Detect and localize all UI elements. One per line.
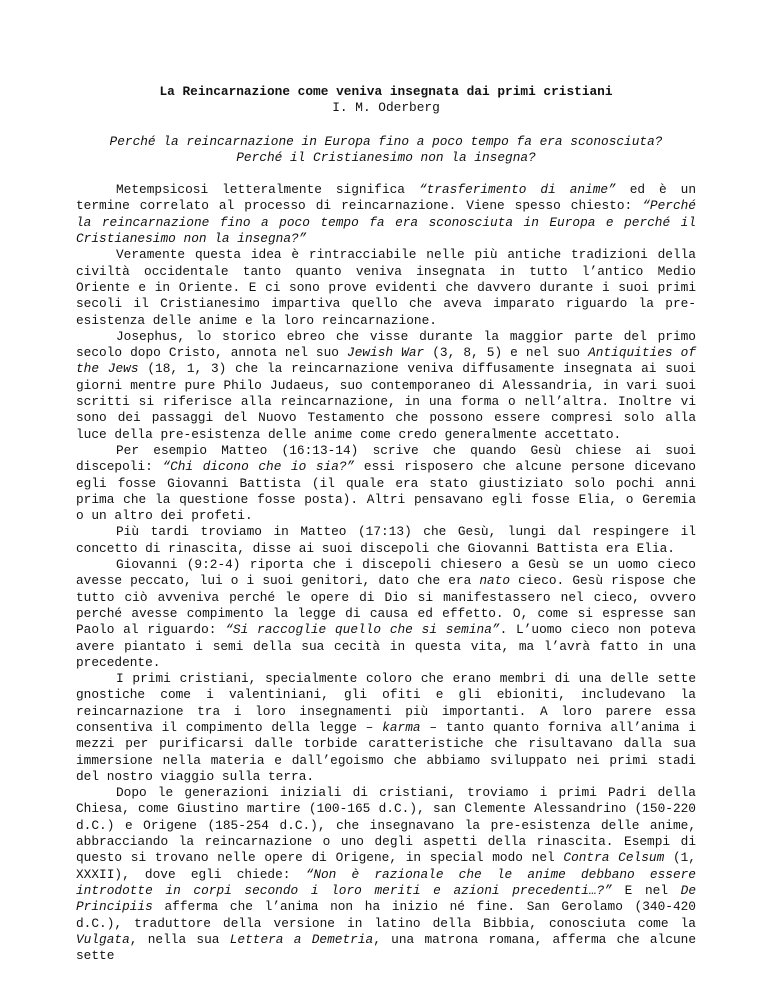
italic-text-run: karma	[382, 719, 421, 735]
text-run: Per esempio Matteo (16:13-14) scrive che quando Gesù chiese ai suoi discepoli:	[76, 442, 696, 475]
text-run: I primi cristiani, specialmente coloro che erano membri di una delle sette gnostiche come i valentiniani, gli ofiti e gli ebioniti, includevano la reincarnazione tra i loro insegnamenti più importanti. A loro parere essa consentiva il compimento della legge –	[76, 671, 696, 735]
italic-text-run: “Si raccoglie quello che si semina”	[225, 622, 500, 638]
text-run: Più tardi troviamo in Matteo (17:13) che Gesù, lungi dal respingere il concetto di rinascita, disse ai suoi discepoli che Giovanni Battista era Elia.	[76, 524, 696, 556]
subtitle-line: Perché il Cristianesimo non la insegna?	[236, 149, 536, 165]
text-run: Josephus, lo storico ebreo che visse durante la maggior parte del primo secolo dopo Cristo, annota nel suo	[76, 328, 696, 361]
text-run: essi risposero che alcune persone dicevano egli fosse Giovanni Battista (il quale era stato giustiziato solo pochi anni prima che la questione fosse posta). Altri pensavano egli fosse Elia, o Geremia o un altro dei profeti.	[76, 459, 696, 524]
text-run: (18, 1, 3) che la reincarnazione veniva diffusamente insegnata ai suoi giorni mentre pure Philo Judaeus, suo contemporaneo di Alessandria, in vari suoi scritti si riferisce alla reincarnazione, in una forma o nell’altra. Inoltre vi sono dei passaggi del Nuovo Testamento che possono essere compresi solo alla luce della pre-esistenza delle anime come credo generalmente accettato.	[76, 361, 696, 442]
document-title: La Reincarnazione come veniva insegnata dai primi cristiani	[159, 84, 613, 99]
body-paragraph	[76, 557, 696, 671]
text-run: Veramente questa idea è rintracciabile nelle più antiche tradizioni della civiltà occidentale tanto quanto veniva insegnata in tutto l’antico Medio Oriente e in Oriente. E ci sono prove evidenti che davvero durante i suoi primi secoli il Cristianesimo impartiva quello che aveva imparato riguardo la pre-esistenza delle anime e la loro reincarnazione.	[76, 247, 696, 328]
italic-text-run: Contra Celsum	[563, 850, 665, 866]
document-body	[76, 182, 696, 964]
body-paragraph	[76, 671, 696, 785]
text-run: Giovanni (9:2-4) riporta che i discepoli chiesero a Gesù se un uomo cieco avesse peccato, lui o i suoi genitori, dato che era	[76, 557, 696, 589]
text-run: Metempsicosi letteralmente significa	[116, 182, 419, 198]
document-author: I. M. Oderberg	[332, 100, 440, 116]
italic-text-run: “Perché la reincarnazione fino a poco tempo fa era sconosciuta in Europa e perché il Cristianesimo non la insegna?”	[76, 198, 696, 247]
text-run: (1, XXXII), dove egli chiede:	[76, 850, 696, 882]
body-paragraph	[76, 329, 696, 443]
text-run: , nella sua	[129, 931, 230, 947]
italic-text-run: “trasferimento di anime”	[418, 182, 616, 198]
body-paragraph	[76, 247, 696, 328]
text-run: (3, 8, 5) e nel suo	[424, 345, 589, 361]
text-run: , una matrona romana, afferma che alcune sette	[76, 931, 696, 964]
italic-text-run: nato	[479, 573, 511, 589]
italic-text-run: “Non è razionale che le anime debbano essere introdotte in corpi secondo i loro meriti e azioni precedenti…?”	[76, 866, 696, 898]
text-run: – tanto quanto forniva all’anima i mezzi per purificarsi dalle torbide caratteristiche che risultavano dalla sua immersione nella materia e dall’egoismo che abbiamo sviluppato nei primi stadi del nostro viaggio sulla terra.	[76, 719, 696, 784]
italic-text-run: Jewish War	[347, 345, 425, 361]
text-run: Dopo le generazioni iniziali di cristiani, troviamo i primi Padri della Chiesa, come Giustino martire (100-165 d.C.), san Clemente Alessandrino (150-220 d.C.) e Origene (185-254 d.C.), che insegnavano la pre-esistenza delle anime, abbracciando la reincarnazione o uno degli aspetti della rinascita. Esempi di questo si trovano nelle opere di Origene, in special modo nel	[76, 785, 696, 866]
document-page	[76, 84, 696, 964]
body-paragraph	[76, 524, 696, 557]
document-subtitle	[76, 134, 696, 167]
body-paragraph	[76, 443, 696, 524]
body-paragraph	[76, 182, 696, 247]
subtitle-line: Perché la reincarnazione in Europa fino a poco tempo fa era sconosciuta?	[109, 133, 663, 149]
text-run: ed è un termine correlato al processo di reincarnazione. Viene spesso chiesto:	[76, 182, 697, 214]
text-run: . L’uomo cieco non poteva avere piantato i semi della sua cecità in questa vita, ma l’avrà fatto in una precedente.	[76, 622, 696, 670]
italic-text-run: “Chi dicono che io sia?”	[162, 459, 355, 475]
italic-text-run: De Principiis	[76, 882, 696, 915]
italic-text-run: Vulgata	[76, 931, 130, 947]
text-run: afferma che l’anima non ha inizio né fine. San Gerolamo (340-420 d.C.), traduttore della versione in latino della Bibbia, conosciuta come la	[76, 899, 696, 931]
text-run: E nel	[612, 882, 681, 898]
italic-text-run: Lettera a Demetria	[229, 931, 374, 947]
text-run: cieco. Gesù rispose che tutto ciò avveniva perché le opere di Dio si manifestassero nel cieco, ovvero perché avesse compimento la legge di causa ed effetto. O, come si espresse san Paolo al riguardo:	[76, 573, 696, 638]
italic-text-run: Antiquities of the Jews	[76, 345, 696, 377]
body-paragraph	[76, 785, 696, 964]
